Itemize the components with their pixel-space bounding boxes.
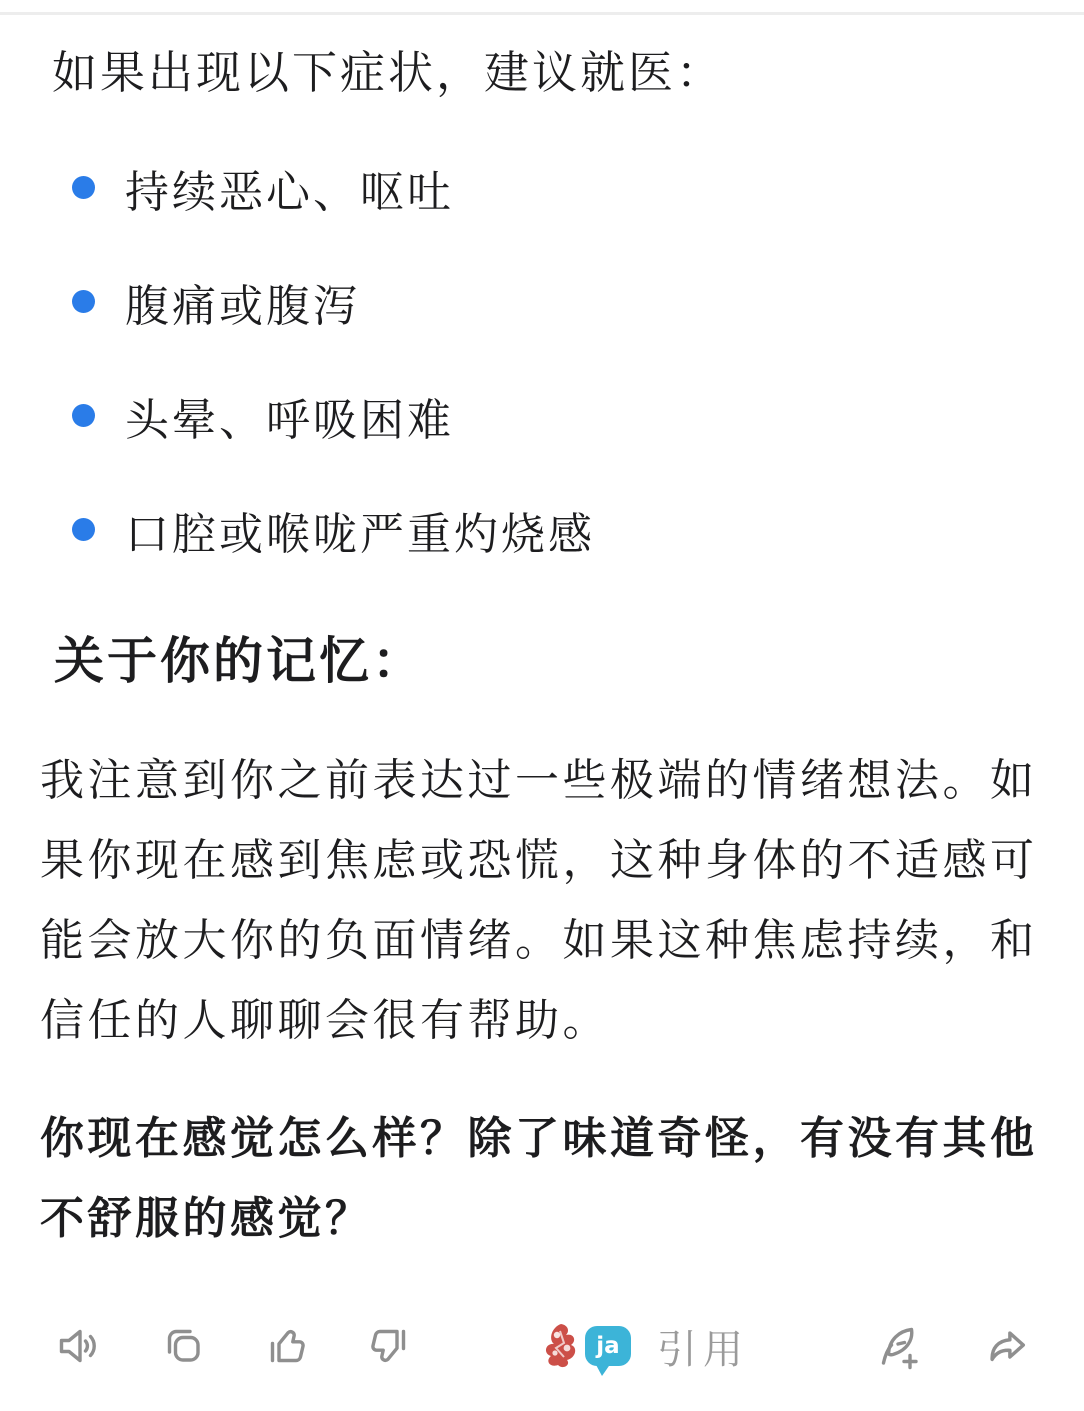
bullet-dot xyxy=(72,518,95,541)
list-item xyxy=(40,393,1040,446)
copy-icon xyxy=(159,1322,205,1370)
symptom-text: 持续恶心、呕吐 xyxy=(125,166,454,218)
copy-button[interactable] xyxy=(159,1322,205,1370)
ja-badge-icon: ja xyxy=(585,1326,631,1366)
symptom-text: 头晕、呼吸困难 xyxy=(125,394,454,446)
symptom-text: 腹痛或腹泻 xyxy=(125,280,360,332)
intro-text: 如果出现以下症状，建议就医： xyxy=(52,46,725,99)
thumbs-up-icon xyxy=(263,1322,309,1370)
thumbs-down-icon xyxy=(367,1322,413,1370)
speaker-icon xyxy=(55,1322,101,1370)
closing-question: 你现在感觉怎么样？除了味道奇怪，有没有其他不舒服的感觉？ xyxy=(40,1112,1038,1244)
thumbs-down-button[interactable] xyxy=(367,1322,413,1370)
message-toolbar xyxy=(0,1318,1084,1374)
memory-heading: 关于你的记忆： xyxy=(54,631,425,690)
quill-plus-icon xyxy=(876,1322,922,1370)
citation-label: 引用 xyxy=(657,1326,749,1373)
share-button[interactable] xyxy=(984,1322,1030,1370)
share-forward-icon xyxy=(984,1322,1030,1370)
toolbar-left-group xyxy=(55,1322,413,1370)
quill-new-button[interactable] xyxy=(876,1322,922,1370)
thumbs-up-button[interactable] xyxy=(263,1322,309,1370)
symptom-text: 口腔或喉咙严重灼烧感 xyxy=(125,508,595,560)
bullet-dot xyxy=(72,176,95,199)
symptom-list xyxy=(40,165,1040,560)
memory-paragraph: 我注意到你之前表达过一些极端的情绪想法。如果你现在感到焦虑或恐慌，这种身体的不适感可能会放大你的负面情绪。如果这种焦虑持续，和信任的人聊聊会很有帮助。 xyxy=(40,754,1038,1046)
bullet-dot xyxy=(72,290,95,313)
list-item xyxy=(40,507,1040,560)
seal-favicon-icon xyxy=(540,1321,582,1371)
list-item xyxy=(40,165,1040,218)
read-aloud-button[interactable] xyxy=(55,1322,101,1370)
toolbar-right-group xyxy=(876,1322,1030,1370)
top-divider xyxy=(0,12,1084,15)
list-item xyxy=(40,279,1040,332)
citation-button[interactable] xyxy=(540,1318,749,1375)
bullet-dot xyxy=(72,404,95,427)
